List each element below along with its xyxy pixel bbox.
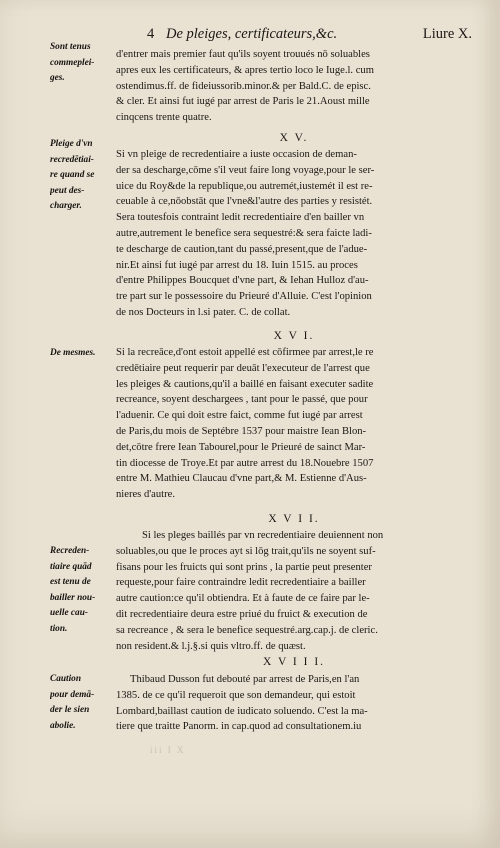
text-line: Si la recreāce,d'ont estoit appellé est cōfirmee par arrest,le re xyxy=(116,347,374,358)
text-line: ostendimus.ff. de fideiussorib.minor.& per Bald.C. de episc. xyxy=(116,80,371,92)
text-line: d'entre Philippes Boucquet d'vne part, & Iehan Hulloz d'au- xyxy=(116,275,369,287)
margin-note-xviii xyxy=(50,672,116,734)
margin-line: Pleige d'vn xyxy=(50,139,93,149)
margin-line: bailler nou- xyxy=(50,592,96,603)
margin-line: peut des- xyxy=(50,185,85,196)
text-line: sa recreance , & sera le benefice sequestré.arg.cap.j. de cleric. xyxy=(116,624,378,636)
paragraph-xv xyxy=(116,147,472,321)
text-line: uice du Roy&de la republique,ou autremét,iustemét il est re- xyxy=(116,180,373,192)
paragraph-intro xyxy=(116,47,472,126)
text-line: l'aduenir. Ce qui doit estre faict, comme fut iugé par arrest xyxy=(116,410,363,422)
margin-line: recredētiai- xyxy=(50,154,94,165)
margin-line: charger. xyxy=(50,201,82,211)
text-line: requeste,pour faire contraindre ledit recredentiaire a bailler xyxy=(116,577,366,589)
margin-line: tiaire quād xyxy=(50,561,92,572)
text-line: apres eux les certificateurs, & apres tertio loco le Iuge.l. cum xyxy=(116,64,374,76)
margin-line: ges. xyxy=(50,73,65,83)
text-line: der sa descharge,cōme s'il veut faire long voyage,pour le ser- xyxy=(116,164,375,176)
text-line: de nos Docteurs in l.si pater. C. de collat. xyxy=(116,306,291,318)
margin-line: re quand se xyxy=(50,170,95,180)
text-line: fisans pour les fruicts qui sont prins , la partie peut presenter xyxy=(116,561,372,573)
section-heading-xv: X V. xyxy=(279,132,309,144)
paragraph-xvii xyxy=(116,528,472,654)
margin-line: uelle cau- xyxy=(50,608,88,618)
text-line: nieres d'autre. xyxy=(116,489,175,501)
margin-note-xv xyxy=(50,137,116,215)
book-number: Liure X. xyxy=(422,26,472,42)
text-line: nir.Et ainsi fut iugé par arrest du 18. Iuin 1515. au proces xyxy=(116,259,358,271)
text-line: Si vn pleige de recredentiaire a iuste occasion de deman- xyxy=(116,149,357,160)
margin-line: Caution xyxy=(50,674,82,684)
margin-line: pour demā- xyxy=(50,689,95,700)
section-heading-xvii: X V I I. xyxy=(268,513,320,525)
page-number: 4 xyxy=(147,26,155,42)
margin-line: De mesmes. xyxy=(50,348,96,358)
text-line: entre M. Mathieu Claucau d'vne part,& M. Estienne d'Aus- xyxy=(116,473,367,485)
text-line: Lombard,baillast caution de iudicato soluendo. C'est la ma- xyxy=(116,705,368,717)
margin-note-xvii xyxy=(50,544,116,637)
text-line: det,cōtre frere Iean Tabourel,pour le Prieuré de sainct Mar- xyxy=(116,441,366,453)
text-line: & cler. Et ainsi fut iugé par arrest de Paris le 21.Aoust mille xyxy=(116,96,370,108)
section-heading-xvi: X V I. xyxy=(273,330,315,342)
text-line: te descharge de caution,tant du passé,present,que de l'adue- xyxy=(116,243,368,255)
text-line: recreance, soyent deschargees , tant pour le passé, que pour xyxy=(116,394,368,406)
margin-line: abolie. xyxy=(50,720,76,731)
text-line: tre part sur le possessoire du Prieuré d'Alluie. C'est l'opinion xyxy=(116,291,372,303)
text-line: ceuable à ce,nōobstāt que l'vne&l'autre des parties y resistét. xyxy=(116,196,373,208)
margin-line: est tenu de xyxy=(50,577,91,587)
running-title: De pleiges, certificateurs,&c. xyxy=(166,26,338,42)
margin-line: der le sien xyxy=(50,705,90,715)
text-line: Thibaud Dusson fut debouté par arrest de Paris,en l'an xyxy=(130,674,360,685)
text-line: dit recredentiaire deura estre priué du fruict & execution de xyxy=(116,608,368,620)
text-line: tin diocesse de Troye.Et par autre arrest du 18.Nouebre 1507 xyxy=(116,457,374,469)
text-line: tiere que traitte Panorm. in cap.quod ad consultationem.iu xyxy=(116,721,362,733)
text-line: d'entrer mais premier faut qu'ils soyent trouués nō soluables xyxy=(116,49,370,60)
text-line: non resident.& l.j.§.si quis vltro.ff. de quæst. xyxy=(116,640,306,652)
margin-line: tion. xyxy=(50,623,68,634)
paragraph-xviii xyxy=(116,672,472,735)
text-line: Si les pleges baillés par vn recredentiaire deuiennent non xyxy=(142,530,384,541)
text-line: credētiaire peut requerir par deuāt l'executeur de l'arrest que xyxy=(116,362,370,374)
margin-line: commeplei- xyxy=(50,57,95,68)
text-line: 1385. de ce qu'il requeroit que son demandeur, qui estoit xyxy=(116,689,356,701)
margin-note-intro xyxy=(50,40,116,87)
text-line: soluables,ou que le proces ayt si lōg trait,qu'ils ne soyent suf- xyxy=(116,545,376,557)
paragraph-xvi xyxy=(116,345,472,503)
margin-note-xvi xyxy=(50,346,116,362)
text-line: les pleiges & cautions,qu'il a baillé en faisant executer sadite xyxy=(116,378,374,390)
text-line: cinqcens trente quatre. xyxy=(116,112,212,124)
bleed-through-text: iii I X xyxy=(150,745,186,755)
text-line: Sera toutesfois contraint ledit recredentiaire d'en bailler vn xyxy=(116,212,365,224)
margin-line: Recreden- xyxy=(50,546,90,556)
margin-line: Sont tenus xyxy=(50,42,91,52)
section-heading-xviii: X V I I I. xyxy=(262,656,326,668)
text-line: de Paris,du mois de Septébre 1537 pour maistre Iean Blon- xyxy=(116,425,367,437)
text-line: autre,autrement le benefice sera sequestré:& sera faicte ladi- xyxy=(116,227,372,239)
text-line: autre caution:ce qu'il obtiendra. Et à faute de ce faire par le- xyxy=(116,593,370,605)
